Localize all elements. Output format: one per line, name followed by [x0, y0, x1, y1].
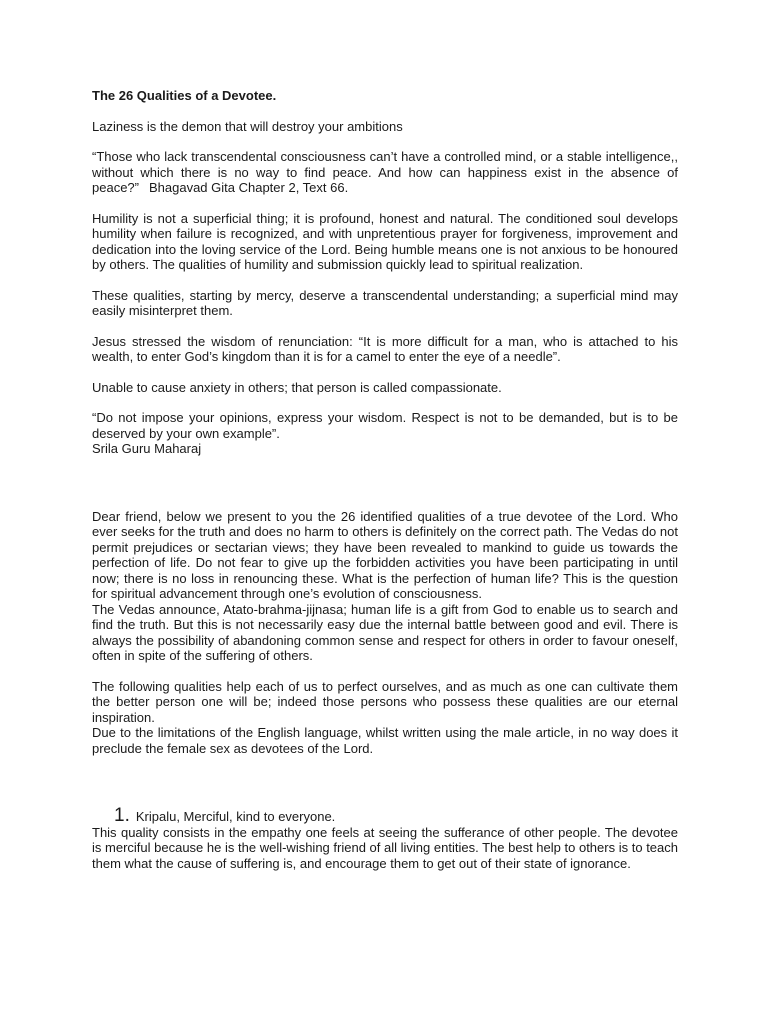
guru-name: Srila Guru Maharaj [92, 441, 202, 456]
document-page [92, 88, 678, 871]
jesus-paragraph: Jesus stressed the wisdom of renunciation: “It is more difficult for a man, who is attached to his wealth, to enter God’s kingdom than it is for a camel to enter the eye of a needle”. [92, 333, 678, 364]
gita-quote-paragraph [92, 149, 678, 196]
quality-item [92, 805, 678, 871]
following-paragraph: The following qualities help each of us to perfect ourselves, and as much as one can cultivate them the better person one will be; indeed those persons who possess these qualities are our eternal inspiration. [92, 678, 678, 725]
quality-heading [92, 805, 678, 826]
vedas-paragraph: The Vedas announce, Atato-brahma-jijnasa; human life is a gift from God to enable us to search and find the truth. But this is not necessarily easy due the internal battle between good and evil. There is always the possibility of abandoning common sense and respect for others in order to favour oneself, often in spite of the suffering of others. [92, 601, 678, 663]
intro-line: Laziness is the demon that will destroy your ambitions [92, 118, 403, 134]
guru-quote: “Do not impose your opinions, express your wisdom. Respect is not to be demanded, but is to be deserved by your own example”. [92, 410, 678, 441]
quality-number: 1. [114, 805, 130, 826]
limitations-paragraph: Due to the limitations of the English language, whilst written using the male article, in no way does it preclude the female sex as devotees of the Lord. [92, 725, 678, 756]
compassionate-paragraph: Unable to cause anxiety in others; that person is called compassionate. [92, 379, 502, 395]
quality-body: This quality consists in the empathy one feels at seeing the sufferance of other people. The devotee is merciful because he is the well-wishing friend of all living entities. The best help to others is to teach them what the cause of suffering is, and encourage them to get out of their state of ignorance. [92, 824, 678, 871]
gita-quote: “Those who lack transcendental consciousness can’t have a controlled mind, or a stable intelligence,, without which there is no way to find peace. And how can happiness exist in the absence of peace?” [92, 149, 678, 195]
quality-title: Kripalu, Merciful, kind to everyone. [135, 809, 336, 824]
mercy-understanding-paragraph: These qualities, starting by mercy, deserve a transcendental understanding; a superficial mind may easily misinterpret them. [92, 287, 678, 318]
humility-paragraph: Humility is not a superficial thing; it is profound, honest and natural. The conditioned soul develops humility when failure is recognized, and with unpretentious prayer for forgiveness, improvement and dedication into the loving service of the Lord. Being humble means one is not anxious to be honoured by others. The qualities of humility and submission quickly lead to spiritual realization. [92, 210, 678, 272]
gita-reference: Bhagavad Gita Chapter 2, Text 66. [148, 180, 349, 195]
dear-friend-paragraph: Dear friend, below we present to you the 26 identified qualities of a true devotee of the Lord. Who ever seeks for the truth and does no harm to others is definitely on the correct path. The Vedas do not permit prejudices or sectarian views; they have been revealed to mankind to guide us towards the perfection of life. Do not fear to give up the forbidden activities you have been participating in until now; there is no loss in renouncing these. What is the perfection of human life? This is the question for spiritual advancement through one’s evolution of consciousness. [92, 508, 678, 601]
document-title: The 26 Qualities of a Devotee. [92, 88, 277, 103]
